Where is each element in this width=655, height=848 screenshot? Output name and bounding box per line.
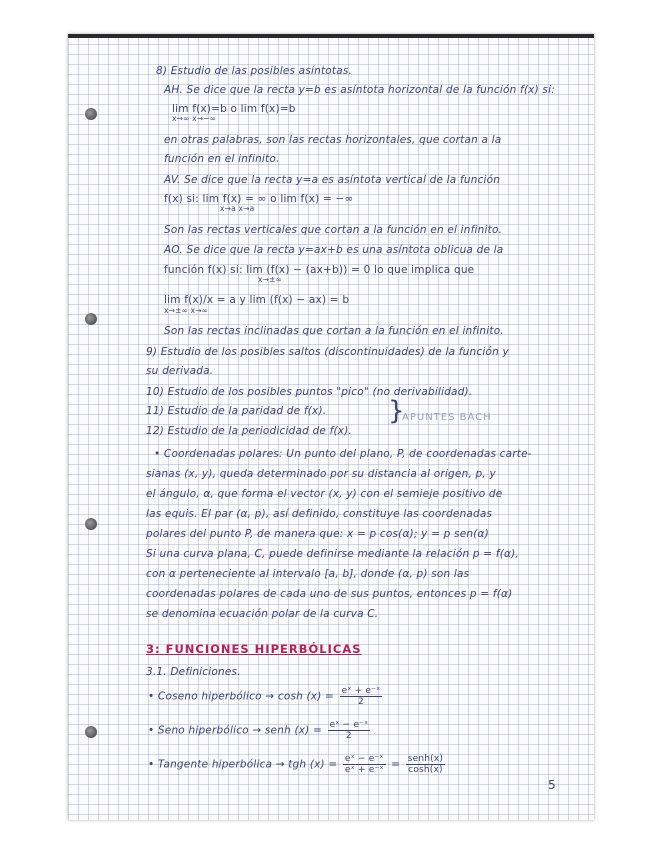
ah-limits-sub: x→∞ x→−∞ <box>172 114 217 123</box>
tgh-equals: = <box>391 758 401 771</box>
item-8-heading: 8) Estudio de las posibles asíntotas. <box>156 65 353 77</box>
apuntes-bach-stamp: APUNTES BACH <box>402 412 492 423</box>
polar-curve-1: Si una curva plana, C, puede definirse mediante la relación p = f(α), <box>146 548 519 560</box>
cosh-numerator: eˣ + e⁻ˣ <box>341 686 381 696</box>
binder-hole <box>85 726 97 738</box>
polar-coordinates-1: • Coordenadas polares: Un punto del plano, P, de coordenadas carte- <box>154 448 532 460</box>
ao-limit: función f(x) si: lim (f(x) − (ax+b)) = 0 lo que implica que <box>164 264 475 276</box>
item-10: 10) Estudio de los posibles puntos "pico" (no derivabilidad). <box>146 386 473 398</box>
senh-numerator: eˣ − e⁻ˣ <box>329 720 369 730</box>
cosh-definition <box>148 686 384 707</box>
av-limits-sub: x→a x→a <box>220 204 255 213</box>
item-9: 9) Estudio de los posibles saltos (discontinuidades) de la función y <box>146 346 509 358</box>
senh-label: • Seno hiperbólico → senh (x) = <box>148 724 322 737</box>
item-11: 11) Estudio de la paridad de f(x). <box>146 405 327 417</box>
cosh-label: • Coseno hiperbólico → cosh (x) = <box>148 690 335 703</box>
binder-hole <box>85 518 97 530</box>
senh-definition <box>148 720 372 741</box>
av-explanation: Son las rectas verticales que cortan a la función en el infinito. <box>164 224 503 236</box>
notebook-page <box>68 34 594 820</box>
senh-denominator: 2 <box>345 731 352 741</box>
tgh-denominator: eˣ + e⁻ˣ <box>344 765 384 775</box>
ah-explanation: en otras palabras, son las rectas horizontales, que cortan a la <box>164 134 502 146</box>
polar-curve-3: coordenadas polares de cada uno de sus puntos, entonces p = f(α) <box>146 588 513 600</box>
tgh-numerator: eˣ − e⁻ˣ <box>344 754 384 764</box>
ao-limit-sub: x→±∞ <box>258 275 283 284</box>
tgh-label: • Tangente hiperbólica → tgh (x) = <box>148 758 338 771</box>
tgh-ratio-numerator: senh(x) <box>407 754 444 764</box>
page-number: 5 <box>548 778 556 792</box>
item-12: 12) Estudio de la periodicidad de f(x). <box>146 425 353 437</box>
binder-hole <box>85 313 97 325</box>
tgh-definition <box>148 754 447 775</box>
binder-hole <box>85 108 97 120</box>
tgh-ratio-fraction <box>406 754 445 775</box>
polar-curve-2: con α perteneciente al intervalo [a, b], donde (α, p) son las <box>146 568 470 580</box>
av-definition: AV. Se dice que la recta y=a es asíntota vertical de la función <box>164 174 501 186</box>
tgh-ratio-denominator: cosh(x) <box>408 765 443 775</box>
definitions-heading: 3.1. Definiciones. <box>146 666 241 678</box>
senh-fraction <box>328 720 371 741</box>
polar-coordinates-5: polares del punto P, de manera que: x = p cos(α); y = p sen(α) <box>146 528 489 540</box>
polar-coordinates-4: las equis. El par (α, p), así definido, constituye las coordenadas <box>146 508 493 520</box>
item-9-cont: su derivada. <box>146 365 214 377</box>
ao-explanation: Son las rectas inclinadas que cortan a la función en el infinito. <box>164 325 504 337</box>
ah-limits: lim f(x)=b o lim f(x)=b <box>172 103 296 115</box>
polar-curve-4: se denomina ecuación polar de la curva C. <box>146 608 379 620</box>
ao-definition: AO. Se dice que la recta y=ax+b es una asíntota oblicua de la <box>164 244 504 256</box>
av-limits: f(x) si: lim f(x) = ∞ o lim f(x) = −∞ <box>164 193 354 205</box>
polar-coordinates-3: el ángulo, α, que forma el vector (x, y) con el semieje positivo de <box>146 488 503 500</box>
page-top-edge <box>68 34 594 38</box>
ao-slope-limits-sub: x→±∞ x→∞ <box>164 306 209 315</box>
tgh-fraction <box>343 754 386 775</box>
ao-slope-limits: lim f(x)/x = a y lim (f(x) − ax) = b <box>164 294 350 306</box>
cosh-fraction <box>340 686 383 707</box>
polar-coordinates-2: sianas (x, y), queda determinado por su distancia al origen, p, y <box>146 468 496 480</box>
brace-mark: } <box>388 396 405 426</box>
cosh-denominator: 2 <box>357 697 364 707</box>
section-3-title: 3: FUNCIONES HIPERBÓLICAS <box>146 642 362 656</box>
ah-definition: AH. Se dice que la recta y=b es asíntota horizontal de la función f(x) si: <box>164 84 555 96</box>
ah-explanation-cont: función en el infinito. <box>164 153 280 165</box>
